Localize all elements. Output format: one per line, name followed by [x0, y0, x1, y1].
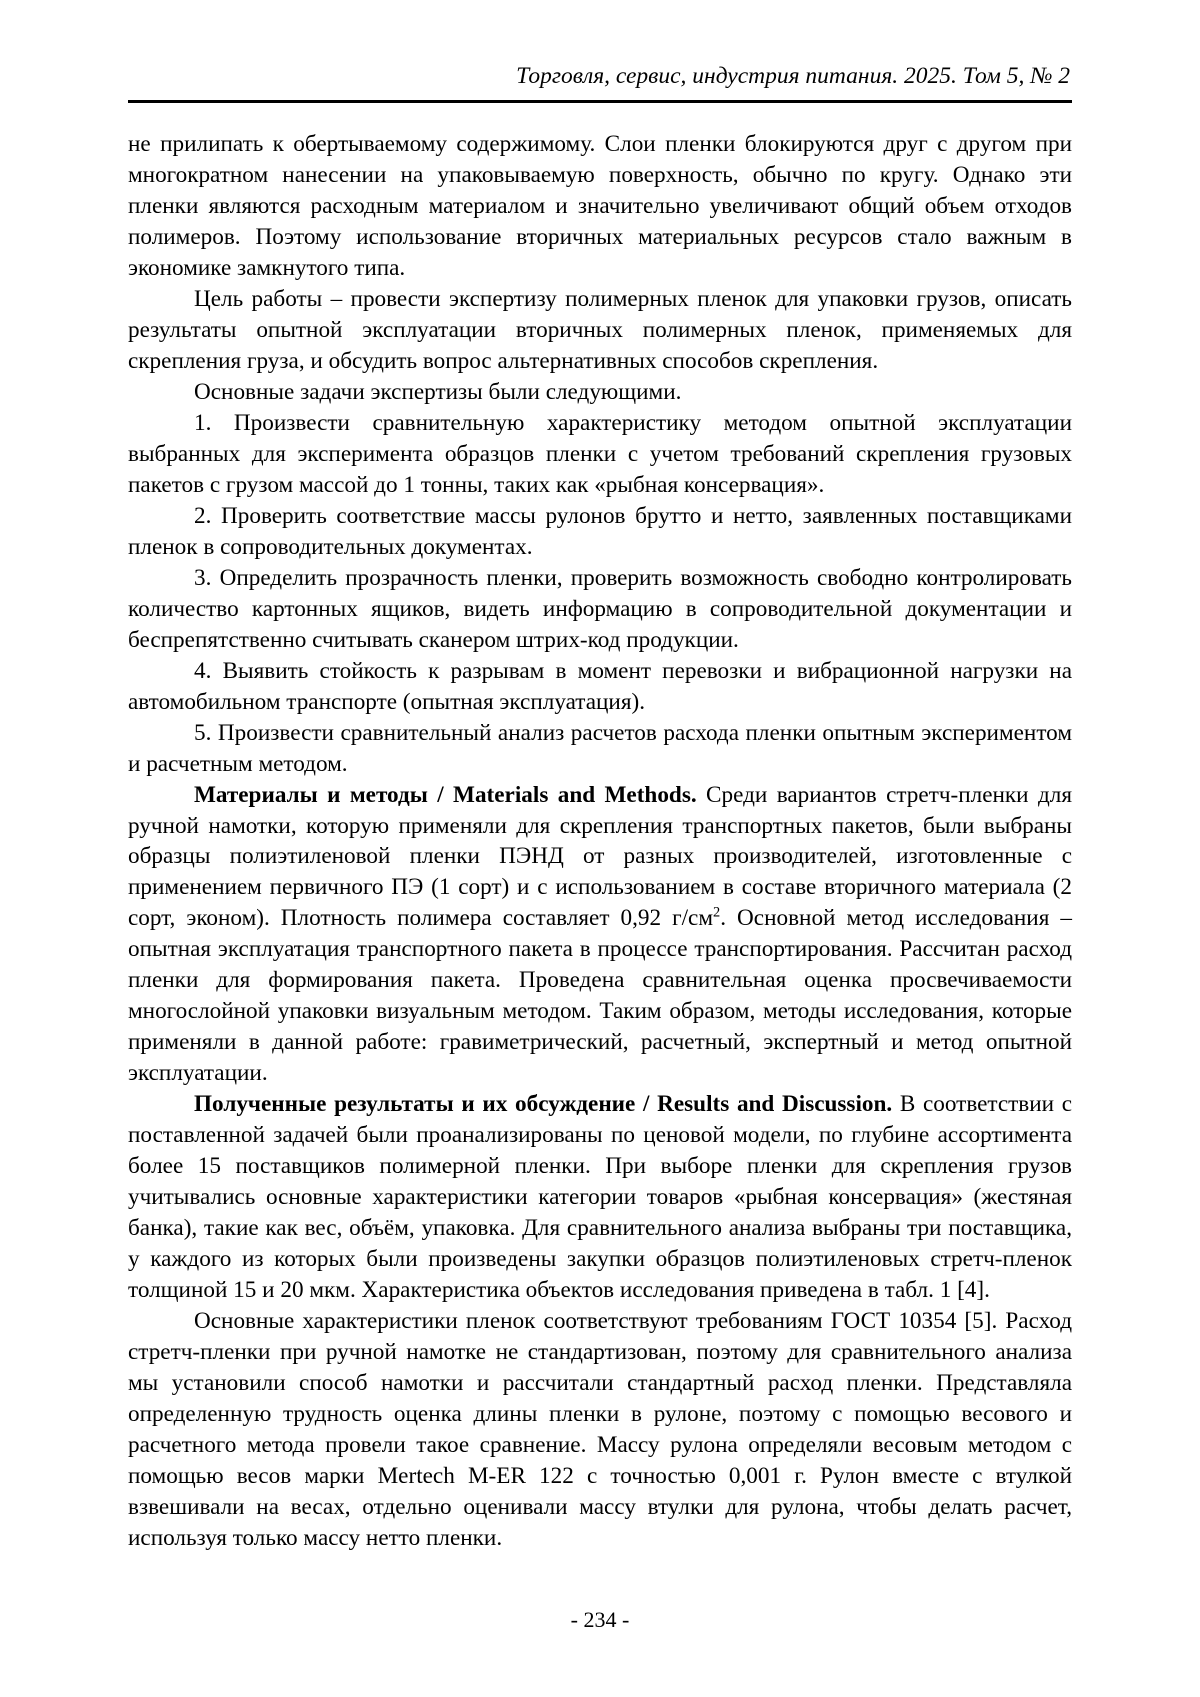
- page-footer: [0, 1607, 1200, 1633]
- paragraph-goal: Цель работы – провести экспертизу полимерных пленок для упаковки грузов, описать результаты опытной эксплуатации вторичных полимерных пленок, применяемых для скрепления груза, и обсудить вопрос альтернативных способов скрепления.: [128, 286, 1072, 374]
- materials-methods-text-part2: . Основной метод исследования – опытная эксплуатация транспортного пакета в процессе транспортирования. Рассчитан расход пленки для формирования пакета. Проведена сравнительная оценка просвечиваемости многослойной упаковки визуальным методом. Таким образом, методы исследования, которые применяли в данной работе: гравиметрический, расчетный, экспертный и метод опытной эксплуатации.: [128, 905, 1072, 1087]
- paragraph-materials-methods: [128, 780, 1072, 1090]
- materials-methods-text-part1: Среди вариантов стретч-пленки для ручной намотки, которую применяли для скрепления транспортных пакетов, были выбраны образцы полиэтиленовой пленки ПЭНД от разных производителей, изготовленные с применением первичного ПЭ (1 сорт) и с использованием в составе вторичного материала (2 сорт, эконом). Плотность полимера составляет 0,92 г/см: [128, 781, 1072, 932]
- header-divider: [128, 100, 1072, 103]
- section-heading-materials-methods: Материалы и методы / Materials and Methods.: [194, 781, 697, 808]
- paragraph-task-4: 4. Выявить стойкость к разрывам в момент перевозки и вибрационной нагрузки на автомобильном транспорте (опытная эксплуатация).: [128, 657, 1072, 715]
- page-number: - 234 -: [570, 1607, 630, 1632]
- paragraph-task-5: 5. Произвести сравнительный анализ расчетов расхода пленки опытным экспериментом и расчетным методом.: [128, 719, 1072, 777]
- paragraph-tasks-intro: Основные задачи экспертизы были следующими.: [194, 378, 682, 405]
- results-discussion-text: В соответствии с поставленной задачей были проанализированы по ценовой модели, по глубине ассортимента более 15 поставщиков полимерной пленки. При выборе пленки для скрепления грузов учитывались основные характеристики категории товаров «рыбная консервация» (жестяная банка), такие как вес, объём, упаковка. Для сравнительного анализа выбраны три поставщика, у каждого из которых были произведены закупки образцов полиэтиленовых стретч-пленок толщиной 15 и 20 мкм. Характеристика объектов исследования приведена в табл. 1 [4].: [128, 1091, 1072, 1304]
- paragraph-task-2: 2. Проверить соответствие массы рулонов брутто и нетто, заявленных поставщиками пленок в сопроводительных документах.: [128, 502, 1072, 560]
- paragraph-film-characteristics: Основные характеристики пленок соответствуют требованиям ГОСТ 10354 [5]. Расход стретч-пленки при ручной намотке не стандартизован, поэтому для сравнительного анализа мы установили способ намотки и рассчитали стандартный расход пленки. Представляла определенную трудность оценка длины пленки в рулоне, поэтому с помощью весового и расчетного метода провели такое сравнение. Массу рулона определяли весовым методом с помощью весов марки Mertech M-ER 122 с точностью 0,001 г. Рулон вместе с втулкой взвешивали на весах, отдельно оценивали массу втулки для рулона, чтобы делать расчет, используя только массу нетто пленки.: [128, 1308, 1072, 1551]
- paragraph-results-discussion: [128, 1089, 1072, 1306]
- density-superscript: 2: [713, 904, 721, 921]
- paragraph-continuation: не прилипать к обертываемому содержимому. Слои пленки блокируются друг с другом при многократном нанесении на упаковываемую поверхность, обычно по кругу. Однако эти пленки являются расходным материалом и значительно увеличивают общий объем отходов полимеров. Поэтому использование вторичных материальных ресурсов стало важным в экономике замкнутого типа.: [128, 131, 1072, 282]
- article-body: [128, 129, 1072, 1554]
- running-header: [128, 62, 1072, 96]
- paragraph-task-3: 3. Определить прозрачность пленки, проверить возможность свободно контролировать количество картонных ящиков, видеть информацию в сопроводительной документации и беспрепятственно считывать сканером штрих-код продукции.: [128, 564, 1072, 653]
- running-header-text: Торговля, сервис, индустрия питания. 2025. Том 5, № 2: [516, 63, 1070, 89]
- paragraph-task-1: 1. Произвести сравнительную характеристику методом опытной эксплуатации выбранных для эксперимента образцов пленки с учетом требований скрепления грузовых пакетов с грузом массой до 1 тонны, таких как «рыбная консервация».: [128, 409, 1072, 498]
- section-heading-results-discussion: Полученные результаты и их обсуждение / Results and Discussion.: [194, 1091, 893, 1118]
